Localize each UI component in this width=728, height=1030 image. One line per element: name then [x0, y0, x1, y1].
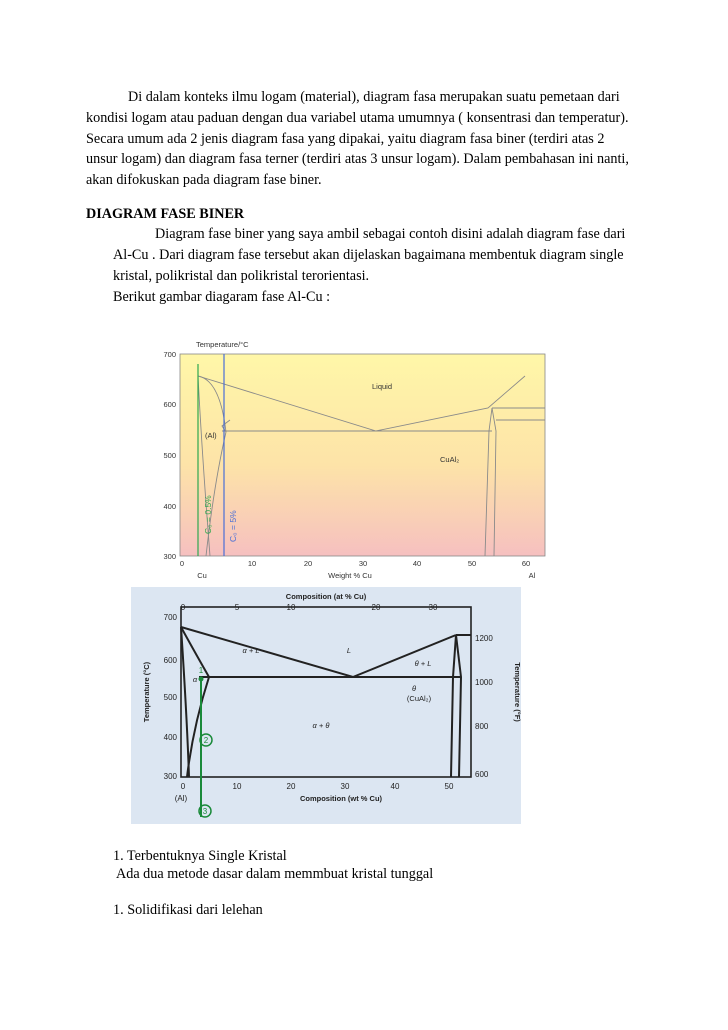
- left-tick: 300: [163, 772, 177, 781]
- x-tick: 20: [303, 559, 313, 568]
- alpha-label: α: [192, 675, 198, 684]
- bottom-tick: 40: [390, 782, 400, 791]
- alpha-L-label: α + L: [242, 646, 260, 655]
- left-axis-label: Temperature (°C): [142, 661, 151, 723]
- x-axis-label: Weight % Cu: [328, 571, 372, 580]
- left-tick: 600: [163, 656, 177, 665]
- top-axis-label: Composition (at % Cu): [285, 592, 367, 601]
- top-tick: 20: [371, 603, 381, 612]
- x-tick: 50: [467, 559, 477, 568]
- bottom-tick: 30: [340, 782, 350, 791]
- left-tick: 500: [163, 693, 177, 702]
- left-tick: 700: [163, 613, 177, 622]
- x-tick: 10: [247, 559, 257, 568]
- y-tick: 500: [163, 451, 176, 460]
- right-tick: 1000: [475, 678, 493, 687]
- top-tick: 0: [180, 603, 186, 612]
- right-axis-label: Temperature (°F): [513, 662, 522, 722]
- bottom-axis-label: Composition (wt % Cu): [299, 794, 383, 803]
- marker-3: 3: [202, 807, 208, 816]
- section-paragraph: Diagram fase biner yang saya ambil sebagai contoh disini adalah diagram fase dari Al-Cu . Dari diagram fase tersebut akan dijelaskan bagaimana membentuk diagram single kristal, polikristal dan polikristal terorientasi.: [113, 226, 626, 284]
- figure-intro: Berikut gambar diagaram fase Al-Cu :: [113, 289, 331, 305]
- liquid-label: Liquid: [372, 382, 393, 391]
- x-tick: 0: [179, 559, 185, 568]
- x-end-left: Cu: [197, 571, 207, 580]
- phase-diagram-color: [160, 334, 550, 584]
- x-end-right: Al: [528, 571, 536, 580]
- section-heading: DIAGRAM FASE BINER: [86, 206, 245, 222]
- list-item-solidification: 1. Solidifikasi dari lelehan: [113, 902, 263, 918]
- cual2-scan-label: (CuAl₂): [406, 694, 432, 703]
- marker-2: 2: [203, 736, 209, 745]
- marker-1: 1: [198, 666, 204, 675]
- y-axis-label: Temperature/°C: [196, 340, 249, 349]
- right-tick: 1200: [475, 634, 493, 643]
- scan-background: [131, 587, 521, 824]
- alpha-theta-label: α + θ: [312, 721, 330, 730]
- phase-diagram-scan: [131, 587, 521, 824]
- bottom-tick: 0: [180, 782, 186, 791]
- marker-dot: [199, 677, 204, 682]
- intro-paragraph: Di dalam konteks ilmu logam (material), diagram fasa merupakan suatu pemetaan dari kondisi logam atau paduan dengan dua variabel utama umumnya ( konsentrasi dan temperatur). Secara umum ada 2 jenis diagram fasa yang dipakai, yaitu diagram fasa biner (terdiri atas 2 unsur logam) dan diagram fasa terner (terdiri atas 3 unsur logam). Dalam pembahasan ini nanti, akan difokuskan pada diagram fase biner.: [86, 89, 629, 189]
- top-tick: 10: [286, 603, 296, 612]
- right-tick: 600: [475, 770, 489, 779]
- y-tick: 300: [163, 552, 176, 561]
- x-tick: 30: [358, 559, 368, 568]
- y-tick: 700: [163, 350, 176, 359]
- list-item-single-crystal: 1. Terbentuknya Single Kristal: [113, 848, 287, 864]
- right-tick: 800: [475, 722, 489, 731]
- theta-L-label: θ + L: [414, 659, 432, 668]
- y-tick: 400: [163, 502, 176, 511]
- bottom-tick: 50: [444, 782, 454, 791]
- x-tick: 40: [412, 559, 422, 568]
- top-tick: 30: [428, 603, 438, 612]
- cual2-label: CuAl₂: [440, 455, 460, 464]
- left-tick: 400: [163, 733, 177, 742]
- L-label: L: [346, 646, 352, 655]
- y-tick: 600: [163, 400, 176, 409]
- al-phase-label: (Al): [205, 431, 217, 440]
- bottom-tick: 20: [286, 782, 296, 791]
- x-tick: 60: [521, 559, 531, 568]
- bottom-tick: 10: [232, 782, 242, 791]
- theta-label: θ: [411, 684, 417, 693]
- c0-blue-label: C₀ = 5%: [228, 510, 238, 542]
- top-tick: 5: [234, 603, 240, 612]
- list-item-subtext: Ada dua metode dasar dalam memmbuat kristal tunggal: [116, 866, 434, 882]
- c0-green-label: C₀ = 0.5%: [203, 495, 213, 534]
- bottom-left-label: (Al): [174, 794, 188, 803]
